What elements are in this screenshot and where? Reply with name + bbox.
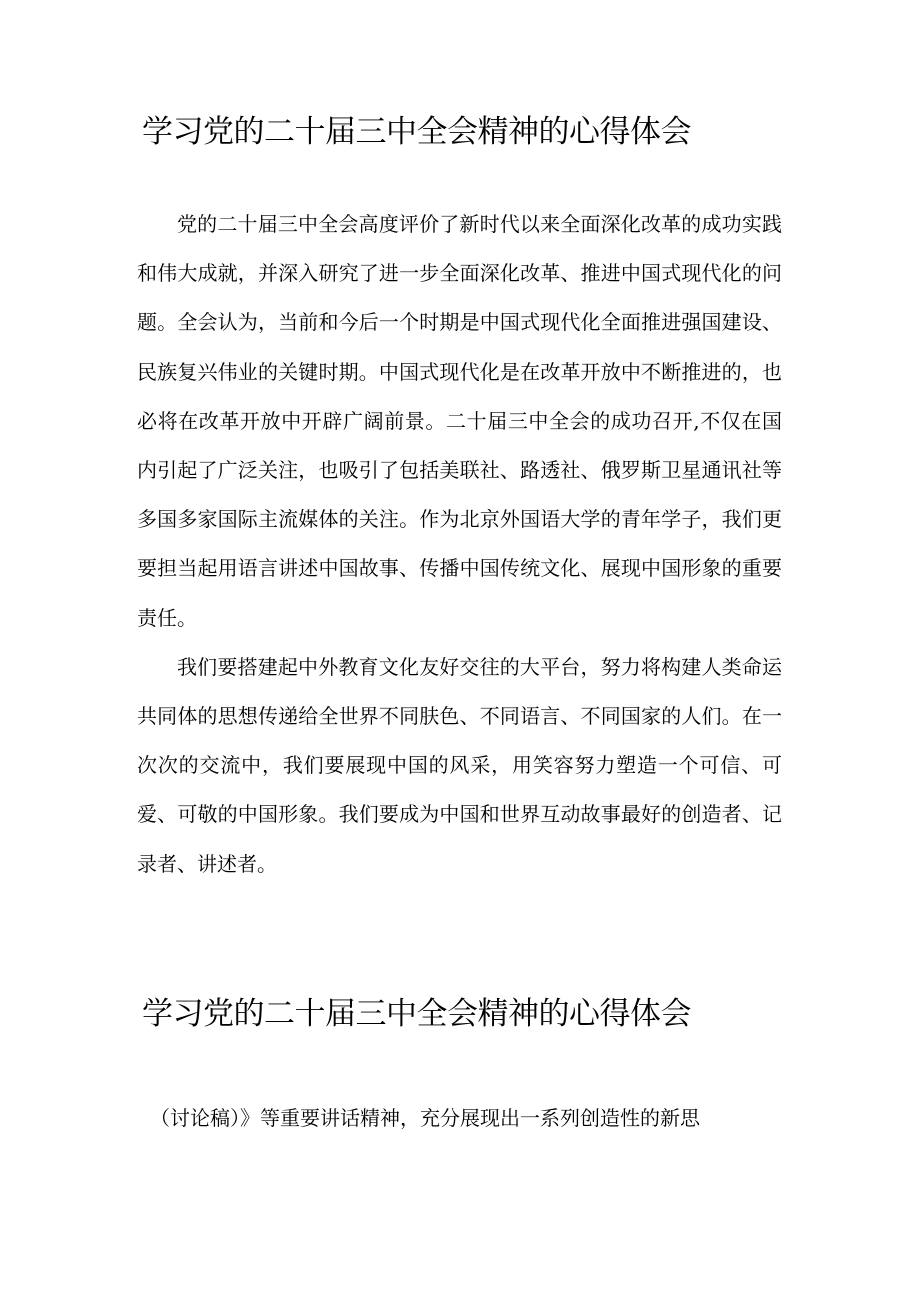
text-fragment: （讨论稿）》等重要讲话精神，充分展现出一系列创造性的新思 [150,1106,700,1130]
paragraph: 党的二十届三中全会高度评价了新时代以来全面深化改革的成功实践和伟大成就，并深入研究了进一步全面深化改革、推进中国式现代化的问题。全会认为，当前和今后一个时期是中国式现代化全面推进强国建设、民族复兴伟业的关键时期。中国式现代化是在改革开放中不断推进的，也必将在改革开放中开辟广阔前景。二十届三中全会的成功召开,不仅在国内引起了广泛关注，也吸引了包括美联社、路透社、俄罗斯卫星通讯社等多国多家国际主流媒体的关注。作为北京外国语大学的青年学子，我们更要担当起用语言讲述中国故事、传播中国传统文化、展现中国形象的重要责任。 [137,212,782,630]
second-document-title: 学习党的二十届三中全会精神的心得体会 [142,996,691,1032]
document-body [137,200,782,889]
document-title: 学习党的二十届三中全会精神的心得体会 [142,114,691,150]
paragraph: 我们要搭建起中外教育文化友好交往的大平台，努力将构建人类命运共同体的思想传递给全世界不同肤色、不同语言、不同国家的人们。在一次次的交流中，我们要展现中国的风采，用笑容努力塑造一个可信、可爱、可敬的中国形象。我们要成为中国和世界互动故事最好的创造者、记录者、讲述者。 [137,654,782,876]
